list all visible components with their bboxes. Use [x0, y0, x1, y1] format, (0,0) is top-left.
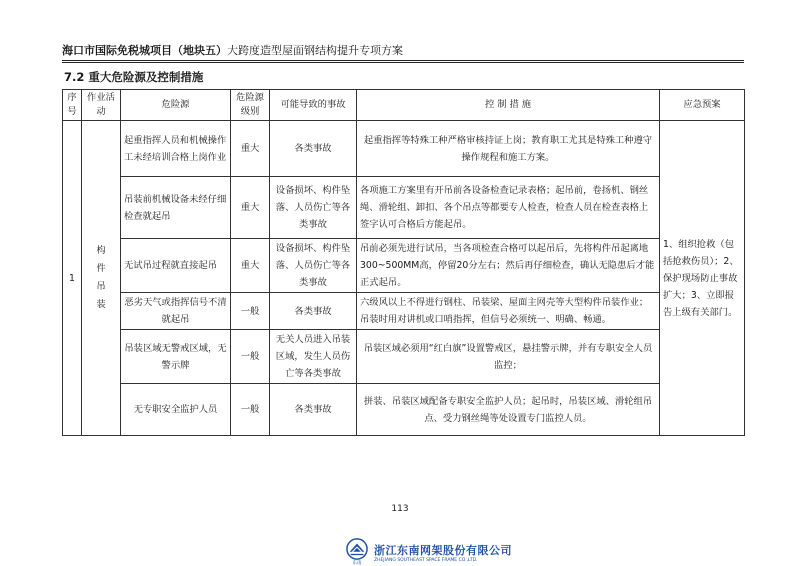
logo-label: 东南 [352, 561, 362, 566]
table-row [63, 177, 745, 239]
header-no: 序号 [63, 90, 82, 121]
hazard-cell: 吊装前机械设备未经仔细检查就起吊 [121, 177, 231, 239]
accident-cell: 各类事故 [270, 384, 357, 436]
space-frame-logo-icon [346, 538, 368, 560]
company-logo [346, 538, 368, 566]
level-cell: 一般 [231, 330, 270, 384]
header-plan: 应急预案 [660, 90, 745, 121]
accident-cell: 各类事故 [270, 121, 357, 177]
measures-cell: 拼装、吊装区域配备专职安全监护人员；起吊时，吊装区域、滑轮组吊点、受力钢丝绳等处设置专门监控人员。 [357, 384, 660, 436]
hazard-control-table [62, 89, 745, 436]
header-hazard: 危险源 [121, 90, 231, 121]
table-row [63, 121, 745, 177]
measures-cell: 起重指挥等特殊工种严格审核持证上岗；教育职工尤其是特殊工种遵守操作规程和施工方案。 [357, 121, 660, 177]
page-number: 113 [391, 504, 409, 514]
table-row [63, 330, 745, 384]
accident-cell: 设备损坏、构件坠落、人员伤亡等各类事故 [270, 239, 357, 293]
header-accident: 可能导致的事故 [270, 90, 357, 121]
hazard-cell: 无专职安全监护人员 [121, 384, 231, 436]
hazard-cell: 无试吊过程就直接起吊 [121, 239, 231, 293]
table-row [63, 239, 745, 293]
company-name-en: ZHEJIANG SOUTHEAST SPACE FRAME CO.,LTD. [374, 557, 478, 563]
measures-cell: 吊装区域必须用“红白旗”设置警戒区，悬挂警示牌，并有专职安全人员监控； [357, 330, 660, 384]
document-header [62, 42, 403, 58]
level-cell: 重大 [231, 121, 270, 177]
group-no: 1 [63, 121, 82, 436]
accident-cell: 无关人员进入吊装区域，发生人员伤亡等各类事故 [270, 330, 357, 384]
table-row [63, 384, 745, 436]
company-footer [346, 538, 512, 566]
measures-cell: 吊前必须先进行试吊，当各项检查合格可以起吊后，先将构件吊起离地300~500MM高，停留20分左右；然后再仔细检查，确认无隐患后才能正式起吊。 [357, 239, 660, 293]
header-level: 危险源级别 [231, 90, 270, 121]
level-cell: 重大 [231, 239, 270, 293]
header-rule [62, 60, 744, 61]
header-measures: 控 制 措 施 [357, 90, 660, 121]
measures-cell: 各项施工方案里有开吊前各设备检查记录表格；起吊前，卷扬机、钢丝绳、滑轮组、卸扣、各个吊点等都要专人检查，检查人员在检查表格上签字认可合格后方能起吊。 [357, 177, 660, 239]
table-header-row [63, 90, 745, 121]
group-activity: 构件吊装 [82, 121, 121, 436]
document-title: 大跨度造型屋面钢结构提升专项方案 [227, 44, 403, 57]
level-cell: 一般 [231, 384, 270, 436]
level-cell: 重大 [231, 177, 270, 239]
accident-cell: 各类事故 [270, 293, 357, 330]
header-activity: 作业活动 [82, 90, 121, 121]
hazard-cell: 吊装区域无警戒区域，无警示牌 [121, 330, 231, 384]
project-name: 海口市国际免税城项目（地块五） [62, 44, 227, 57]
hazard-cell: 起重指挥人员和机械操作工未经培训合格上岗作业 [121, 121, 231, 177]
level-cell: 一般 [231, 293, 270, 330]
accident-cell: 设备损坏、构件坠落、人员伤亡等各类事故 [270, 177, 357, 239]
header-rule-thin [62, 62, 744, 63]
company-name-cn: 浙江东南网架股份有限公司 [374, 543, 512, 557]
hazard-cell: 恶劣天气或指挥信号不清就起吊 [121, 293, 231, 330]
section-title: 7.2 重大危险源及控制措施 [64, 70, 204, 84]
table-row [63, 293, 745, 330]
emergency-plan: 1、组织抢救（包括抢救伤员）；2、保护现场防止事故扩大；3、立即报告上级有关部门。 [660, 121, 745, 436]
measures-cell: 六级风以上不得进行钢柱、吊装梁、屋面主网壳等大型构件吊装作业；吊装时用对讲机或口哨指挥，但信号必须统一、明确、畅通。 [357, 293, 660, 330]
